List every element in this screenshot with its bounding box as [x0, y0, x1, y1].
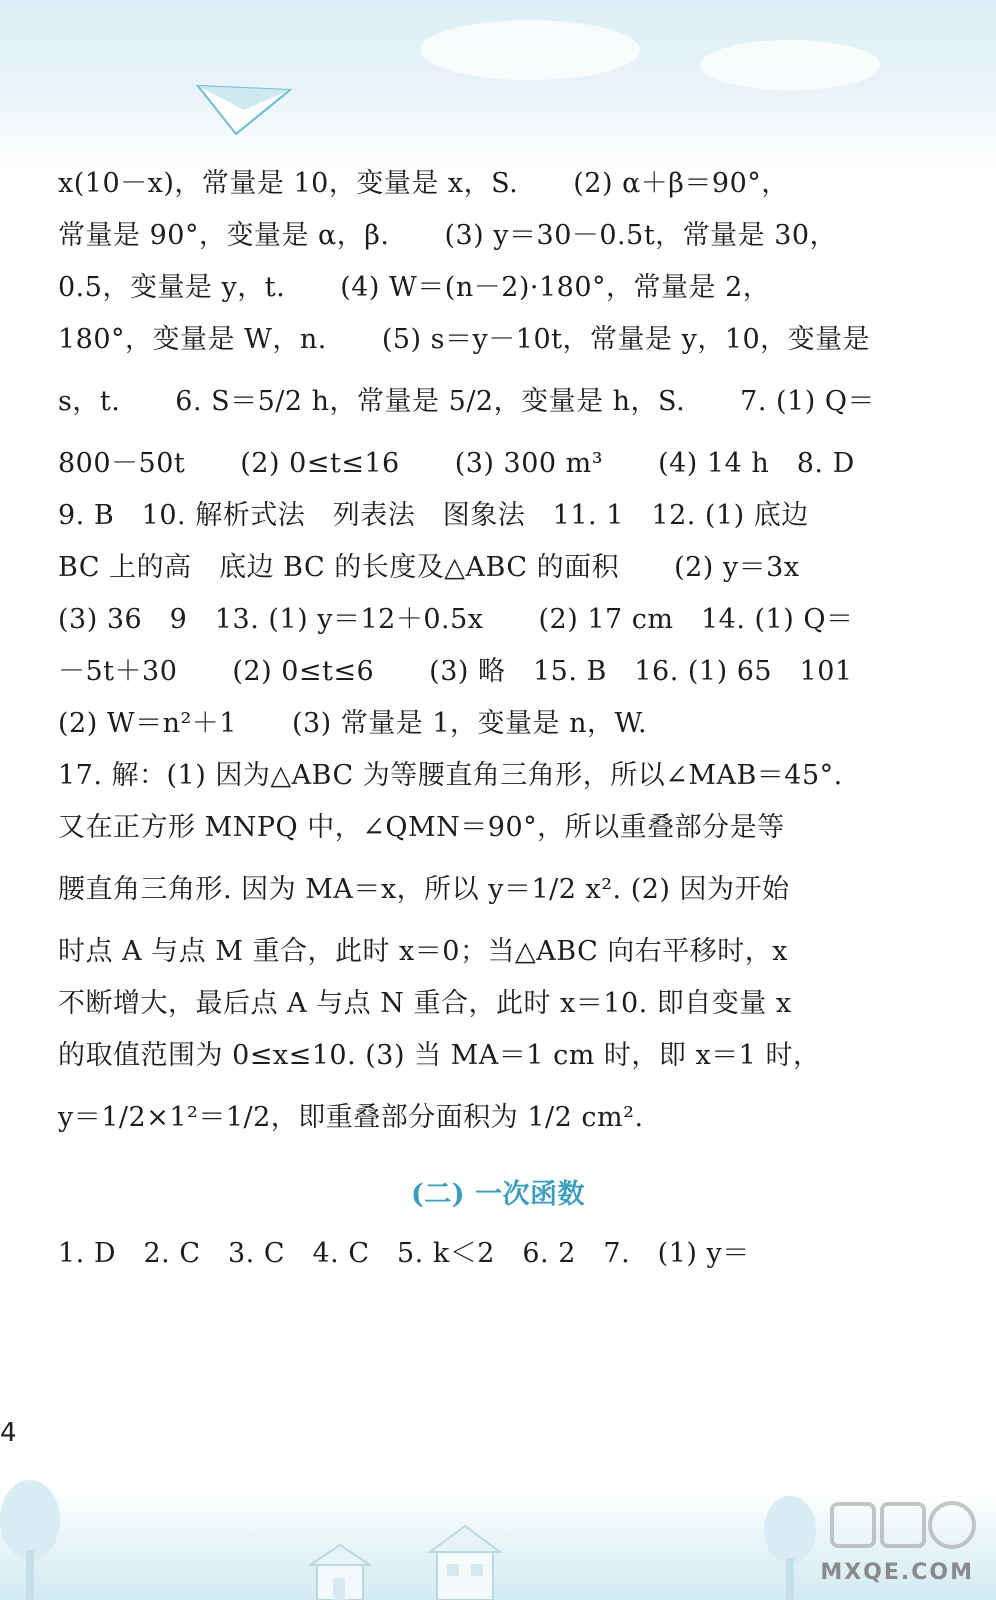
answer-text [58, 158, 938, 1280]
text-line: 的取值范围为 0≤x≤10. (3) 当 MA＝1 cm 时，即 x＝1 时， [58, 1040, 821, 1071]
house-icon [425, 1520, 505, 1600]
text-line: 常量是 90°，变量是 α，β. (3) y＝30－0.5t，常量是 30， [58, 220, 838, 251]
house-icon [305, 1540, 375, 1600]
text-line: －5t＋30 (2) 0≤t≤6 (3) 略 15. B 16. (1) 65 101 [58, 656, 853, 687]
text-line: 180°，变量是 W，n. (5) s＝y－10t，常量是 y，10，变量是 [58, 324, 871, 355]
text-line: 17. 解：(1) 因为△ABC 为等腰直角三角形，所以∠MAB＝45°. [58, 760, 843, 791]
section-title: (二) 一次函数 [411, 1179, 585, 1210]
tree-icon [760, 1490, 820, 1600]
text-line: BC 上的高 底边 BC 的长度及△ABC 的面积 (2) y＝3x [58, 552, 800, 583]
text-line: (3) 36 9 13. (1) y＝12＋0.5x (2) 17 cm 14. (1) Q＝ [58, 604, 854, 635]
text-line: y＝1/2×1²＝1/2，即重叠部分面积为 1/2 cm². [58, 1102, 644, 1133]
paper-plane-icon [196, 80, 292, 136]
sky-background [0, 0, 996, 170]
text-line: 又在正方形 MNPQ 中，∠QMN＝90°，所以重叠部分是等 [58, 812, 785, 843]
cloud-decoration [420, 20, 640, 80]
text-line: s，t. 6. S＝5/2 h，常量是 5/2，变量是 h，S. 7. (1) Q＝ [58, 386, 875, 417]
text-line: (2) W＝n²＋1 (3) 常量是 1，变量是 n，W. [58, 708, 648, 739]
text-line: 800－50t (2) 0≤t≤16 (3) 300 m³ (4) 14 h 8. D [58, 448, 855, 479]
text-line: 时点 A 与点 M 重合，此时 x＝0；当△ABC 向右平移时，x [58, 936, 789, 967]
text-line: 0.5，变量是 y，t. (4) W＝(n－2)·180°，常量是 2， [58, 272, 771, 303]
text-line: 1. D 2. C 3. C 4. C 5. k＜2 6. 2 7. (1) y＝ [58, 1238, 750, 1269]
text-line: 不断增大，最后点 A 与点 N 重合，此时 x＝10. 即自变量 x [58, 988, 792, 1019]
watermark-text: MXQE.COM [820, 1560, 974, 1585]
text-line: 9. B 10. 解析式法 列表法 图象法 11. 1 12. (1) 底边 [58, 500, 809, 531]
cloud-decoration [700, 40, 880, 90]
text-line: x(10－x)，常量是 10，变量是 x，S. (2) α＋β＝90°， [58, 168, 789, 199]
tree-icon [0, 1470, 70, 1600]
text-line: 腰直角三角形. 因为 MA＝x，所以 y＝1/2 x². (2) 因为开始 [58, 874, 790, 905]
page-number: 4 [0, 1418, 17, 1448]
